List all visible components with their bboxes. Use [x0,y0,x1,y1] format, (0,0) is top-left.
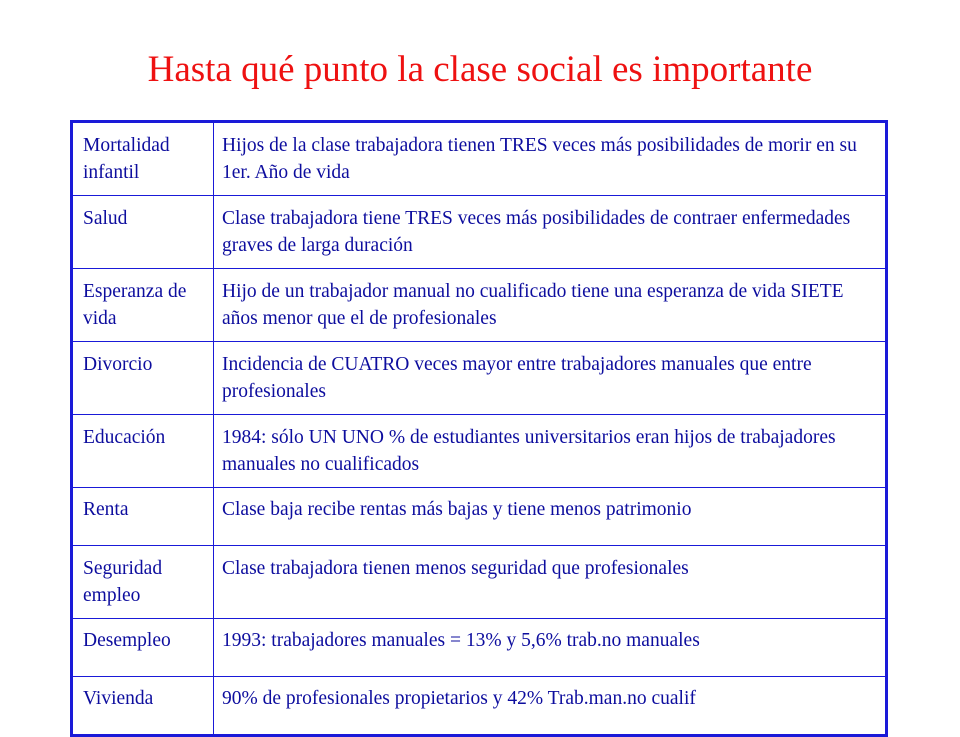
row-label: Vivienda [72,677,214,736]
row-description: Clase trabajadora tienen menos seguridad que profesionales [214,546,887,619]
table-row [72,488,887,546]
row-label: Mortalidad infantil [72,122,214,196]
table-row [72,619,887,677]
row-description: 90% de profesionales propietarios y 42% Trab.man.no cualif [222,688,696,709]
row-label: Esperanza de vida [72,269,214,342]
table-row [72,677,887,736]
row-label: Educación [72,415,214,488]
table-row [72,196,887,269]
social-class-table [70,120,888,737]
row-label: Renta [72,488,214,546]
row-label: Seguridad empleo [72,546,214,619]
slide-title: Hasta qué punto la clase social es importante [147,49,813,90]
row-label: Salud [72,196,214,269]
row-label: Divorcio [72,342,214,415]
table-row [72,342,887,415]
row-description: Hijo de un trabajador manual no cualificado tiene una esperanza de vida SIETE años menor que el de profesionales [214,269,887,342]
table-row [72,415,887,488]
row-description: 1984: sólo UN UNO % de estudiantes universitarios eran hijos de trabajadores manuales no cualificados [214,415,887,488]
row-description: 1993: trabajadores manuales = 13% y 5,6% trab.no manuales [214,619,887,677]
table-row [72,546,887,619]
row-description: Clase trabajadora tiene TRES veces más posibilidades de contraer enfermedades graves de larga duración [214,196,887,269]
row-description: Clase baja recibe rentas más bajas y tiene menos patrimonio [214,488,887,546]
row-label: Desempleo [72,619,214,677]
table-row [72,122,887,196]
row-description: Incidencia de CUATRO veces mayor entre trabajadores manuales que entre profesionales [214,342,887,415]
row-description: Hijos de la clase trabajadora tienen TRES veces más posibilidades de morir en su 1er. Año de vida [214,122,887,196]
table-row [72,269,887,342]
